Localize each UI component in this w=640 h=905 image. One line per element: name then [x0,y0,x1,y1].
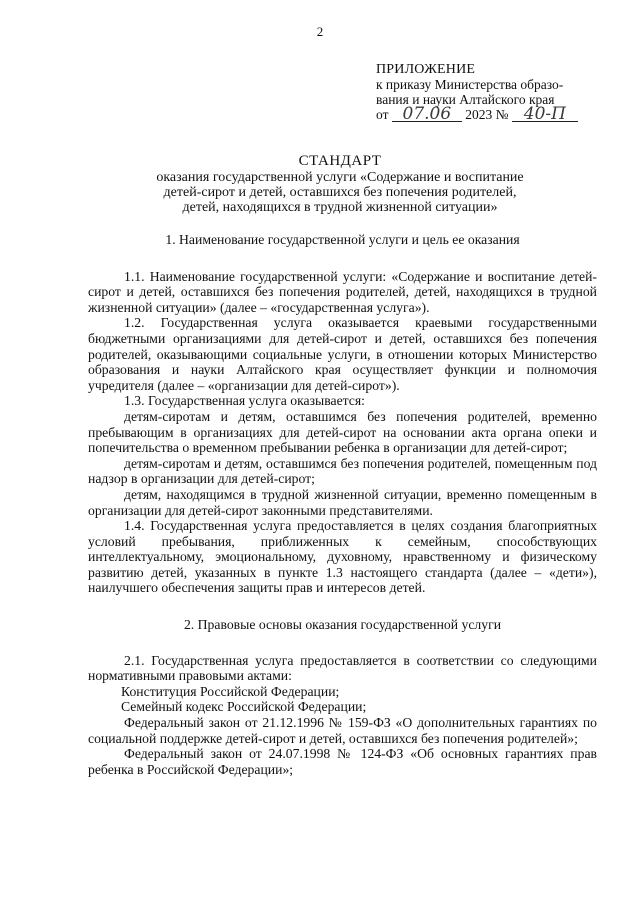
standard-heading: СТАНДАРТ [298,153,382,169]
handwritten-order-number: 40-П [512,107,578,122]
appendix-line: к приказу Министерства образо- [376,77,564,92]
paragraph: 1.2. Государственная услуга оказывается краевыми государственными бюджетными организациями для детей-сирот и детей, оставшихся без попечения родителей, оказывающими социальные услуги, в отношении которых Министерство образования и науки Алтайского края осуществляет функции и полномочия учредителя (далее – «организации для детей-сирот»). [88,315,597,393]
appendix-block [376,62,616,122]
paragraph: Конституция Российской Федерации; [121,683,340,699]
paragraph: детям, находящимся в трудной жизненной ситуации, временно помещенным в организации для детей-сирот законными представителями. [88,486,597,518]
page-number: 2 [316,24,324,39]
appendix-line: вания и науки Алтайского края [376,92,555,107]
handwritten-date: 07.06 [392,107,462,122]
paragraph: детям-сиротам и детям, оставшимся без попечения родителей, помещенным под надзор в организации для детей-сирот; [88,455,597,487]
appendix-title: ПРИЛОЖЕНИЕ [376,62,476,77]
order-date-row [376,104,616,124]
section-1-title: 1. Наименование государственной услуги и цель ее оказания [165,232,520,247]
paragraph: Федеральный закон от 24.07.1998 № 124-ФЗ «Об основных гарантиях прав ребенка в Российской Федерации»; [88,746,597,777]
date-prefix: от [376,107,389,122]
section-2-title: 2. Правовые основы оказания государственной услуги [183,617,502,633]
paragraph: 1.4. Государственная услуга предоставляется в целях создания благоприятных условий пребывания, приближенных к семейным, способствующих интеллектуальному, эмоциональному, духовному, нравственному и физическому развитию детей, указанных в пункте 1.3 настоящего стандарта (далее – «дети»), наилучшего обеспечения защиты прав и интересов детей. [88,518,597,596]
standard-subtitle-line: оказания государственной услуги «Содержание и воспитание [156,170,524,185]
year-label: 2023 № [465,107,509,122]
paragraph: 1.1. Наименование государственной услуги: «Содержание и воспитание детей-сирот и детей, оставшихся без попечения родителей, детей, находящихся в трудной жизненной ситуации» (далее – «государственная услуга»). [88,268,597,315]
paragraph: 1.3. Государственная услуга оказывается: [124,393,365,409]
standard-title-block [40,154,640,215]
standard-subtitle-line: детей-сирот и детей, оставшихся без попечения родителей, [163,185,517,200]
paragraph: Федеральный закон от 21.12.1996 № 159-ФЗ «О дополнительных гарантиях по социальной поддержке детей-сирот и детей, оставшихся без попечения родителей»; [88,715,597,746]
document-body [88,232,597,777]
paragraph: детям-сиротам и детям, оставшимся без попечения родителей, временно пребывающим в организациях для детей-сирот на основании акта органа опеки и попечительства о временном пребывании ребенка в организации для детей-сирот; [88,408,597,456]
standard-subtitle-line: детей, находящихся в трудной жизненной ситуации» [182,200,498,215]
paragraph: Семейный кодекс Российской Федерации; [121,699,367,715]
paragraph: 2.1. Государственная услуга предоставляется в соответствии со следующими нормативными правовыми актами: [88,652,597,684]
